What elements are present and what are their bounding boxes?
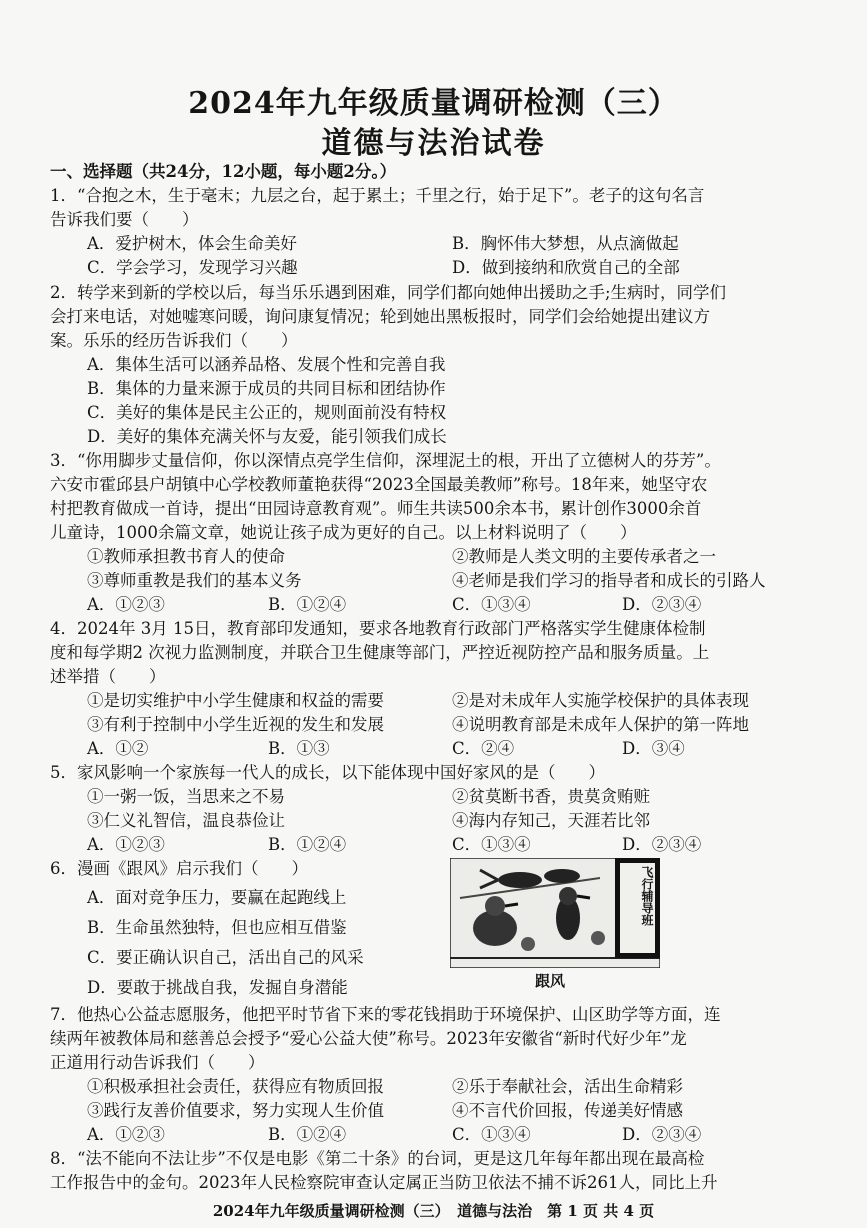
- q1-option-b: B．胸怀伟大梦想，从点滴做起: [452, 234, 679, 253]
- q5-option-d: D．②③④: [622, 835, 702, 854]
- exam-subtitle: 道德与法治试卷: [321, 126, 546, 161]
- q6-option-a: A．面对竞争压力，要赢在起跑线上: [87, 888, 347, 907]
- q5-statement-1: ①一粥一饭，当思来之不易: [87, 787, 285, 806]
- q6-option-d: D．要敢于挑战自我，发掘自身潜能: [87, 978, 348, 997]
- q5-statement-2: ②贫莫断书香，贵莫贪贿赃: [452, 787, 650, 806]
- question-2-stem-cont: 会打来电话，对她嘘寒问暖，询问康复情况；轮到她出黑板报时，同学们会给她提出建议方: [50, 307, 710, 326]
- question-8-stem-cont: 工作报告中的金句。2023年人民检察院审查认定属正当防卫依法不捕不诉261人，同比上升: [50, 1173, 718, 1192]
- page-footer: 2024年九年级质量调研检测（三） 道德与法治 第 1 页 共 4 页: [212, 1202, 655, 1220]
- question-7-stem-cont: 续两年被教体局和慈善总会授予“爱心公益大使”称号。2023年安徽省“新时代好少年”龙: [50, 1029, 687, 1048]
- q5-option-c: C．①③④: [452, 835, 531, 854]
- q7-option-b: B．①②④: [268, 1125, 347, 1144]
- q2-option-a: A．集体生活可以涵养品格、发展个性和完善自我: [87, 355, 446, 374]
- question-5-stem: 5．家风影响一个家族每一代人的成长，以下能体现中国好家风的是（ ）: [50, 763, 605, 782]
- q1-option-a: A．爱护树木，体会生命美好: [87, 234, 297, 253]
- q2-option-c: C．美好的集体是民主公正的，规则面前没有特权: [87, 403, 447, 422]
- q7-option-a: A．①②③: [87, 1125, 165, 1144]
- q4-statement-1: ①是切实维护中小学生健康和权益的需要: [87, 691, 384, 710]
- q4-statement-4: ④说明教育部是未成年人保护的第一阵地: [452, 715, 749, 734]
- question-1-stem-cont: 告诉我们要（ ）: [50, 210, 199, 229]
- q3-option-d: D．②③④: [622, 595, 702, 614]
- q4-statement-3: ③有利于控制中小学生近视的发生和发展: [87, 715, 384, 734]
- q7-statement-3: ③践行友善价值要求，努力实现人生价值: [87, 1101, 384, 1120]
- q7-option-c: C．①③④: [452, 1125, 531, 1144]
- q2-option-d: D．美好的集体充满关怀与友爱，能引领我们成长: [87, 427, 447, 446]
- q5-statement-4: ④海内存知己，天涯若比邻: [452, 811, 650, 830]
- exam-title: 2024年九年级质量调研检测（三）: [188, 86, 679, 121]
- q5-option-b: B．①②④: [268, 835, 347, 854]
- q3-statement-2: ②教师是人类文明的主要传承者之一: [452, 547, 716, 566]
- cartoon-caption: 跟风: [535, 972, 566, 990]
- question-3-stem-cont: 儿童诗，1000余篇文章，她说让孩子成为更好的自己。以上材料说明了（ ）: [50, 523, 637, 542]
- question-2-stem: 2．转学来到新的学校以后，每当乐乐遇到困难，同学们都向她伸出援助之手;生病时，同学们: [50, 283, 727, 302]
- q4-option-a: A．①②: [87, 739, 149, 758]
- q6-option-c: C．要正确认识自己，活出自己的风采: [87, 948, 364, 967]
- question-4-stem-cont: 述举措（ ）: [50, 667, 166, 686]
- q5-statement-3: ③仁义礼智信，温良恭俭让: [87, 811, 285, 830]
- q3-statement-4: ④老师是我们学习的指导者和成长的引路人: [452, 571, 766, 590]
- question-7-stem-cont: 正道用行动告诉我们（ ）: [50, 1053, 265, 1072]
- question-3-stem-cont: 村把教育做成一首诗，提出“田园诗意教育观”。师生共读500余本书，累计创作3000余首: [50, 499, 702, 518]
- q4-option-d: D．③④: [622, 739, 685, 758]
- question-4-stem-cont: 度和每学期2 次视力监测制度，并联合卫生健康等部门，严控近视防控产品和服务质量。上: [50, 643, 710, 662]
- q3-statement-1: ①教师承担教书育人的使命: [87, 547, 285, 566]
- question-3-stem: 3．“你用脚步丈量信仰，你以深情点亮学生信仰，深埋泥土的根，开出了立德树人的芬芳”。: [50, 451, 721, 470]
- q5-option-a: A．①②③: [87, 835, 165, 854]
- section-heading: 一、选择题（共24分，12小题，每小题2分。）: [50, 162, 397, 181]
- q4-option-b: B．①③: [268, 739, 330, 758]
- q6-option-b: B．生命虽然独特，但也应相互借鉴: [87, 918, 347, 937]
- q2-option-b: B．集体的力量来源于成员的共同目标和团结协作: [87, 379, 446, 398]
- q3-option-b: B．①②④: [268, 595, 347, 614]
- q3-option-a: A．①②③: [87, 595, 165, 614]
- q3-option-c: C．①③④: [452, 595, 531, 614]
- q1-option-c: C．学会学习，发现学习兴趣: [87, 258, 298, 277]
- q3-statement-3: ③尊师重教是我们的基本义务: [87, 571, 302, 590]
- question-4-stem: 4．2024年 3月 15日，教育部印发通知，要求各地教育行政部门严格落实学生健康体检制: [50, 619, 706, 638]
- q7-option-d: D．②③④: [622, 1125, 702, 1144]
- q1-option-d: D．做到接纳和欣赏自己的全部: [452, 258, 680, 277]
- question-2-stem-cont: 案。乐乐的经历告诉我们（ ）: [50, 331, 298, 350]
- question-3-stem-cont: 六安市霍邱县户胡镇中心学校教师董艳获得“2023全国最美教师”称号。18年来，她坚守农: [50, 475, 708, 494]
- q7-statement-4: ④不言代价回报，传递美好情感: [452, 1101, 683, 1120]
- question-8-stem: 8．“法不能向不法让步”不仅是电影《第二十条》的台词，更是这几年每年都出现在最高检: [50, 1149, 705, 1168]
- q7-statement-2: ②乐于奉献社会，活出生命精彩: [452, 1077, 683, 1096]
- q4-option-c: C．②④: [452, 739, 515, 758]
- question-1-stem: 1．“合抱之木，生于毫末；九层之台，起于累土；千里之行，始于足下”。老子的这句名言: [50, 186, 705, 205]
- q7-statement-1: ①积极承担社会责任，获得应有物质回报: [87, 1077, 384, 1096]
- question-7-stem: 7．他热心公益志愿服务，他把平时节省下来的零花钱捐助于环境保护、山区助学等方面，连: [50, 1005, 721, 1024]
- question-6-stem: 6．漫画《跟风》启示我们（ ）: [50, 859, 308, 878]
- cartoon-sign: 飞行辅导班: [640, 866, 654, 926]
- q4-statement-2: ②是对未成年人实施学校保护的具体表现: [452, 691, 749, 710]
